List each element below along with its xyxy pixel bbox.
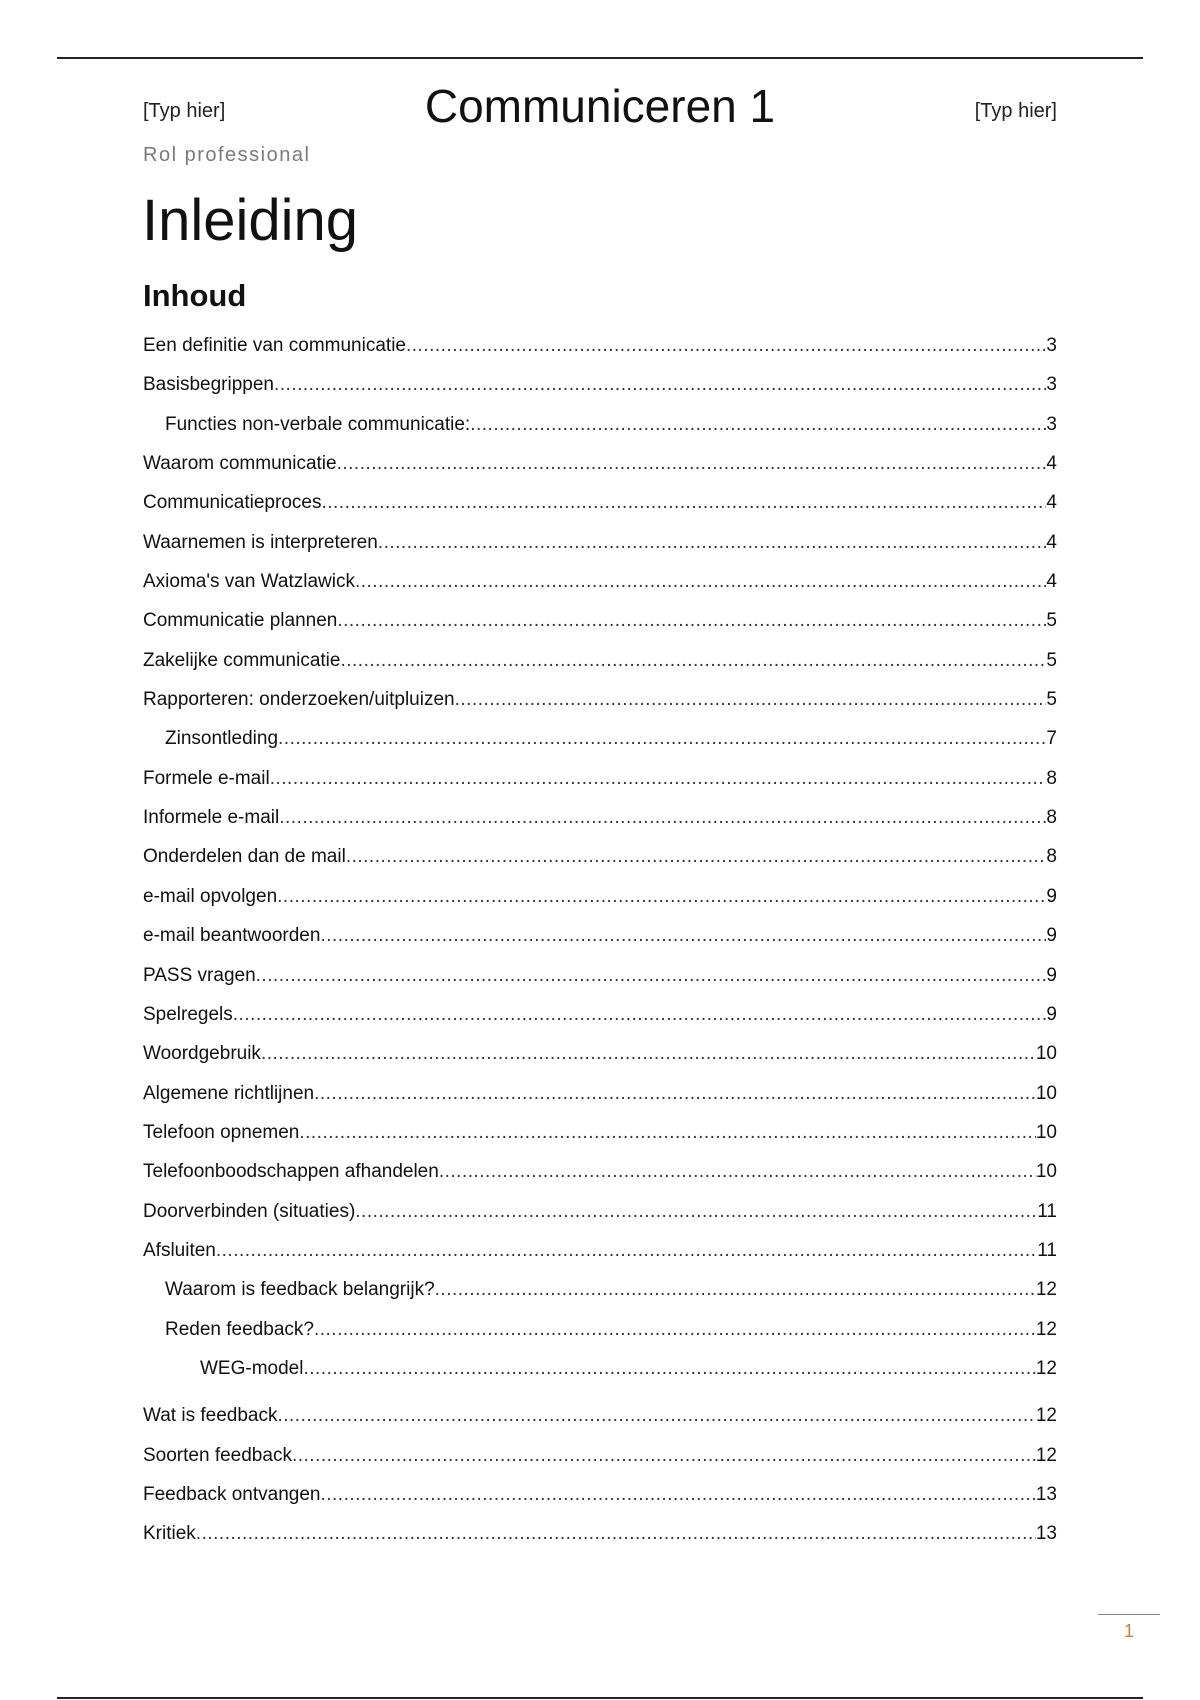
toc-entry-page: 8 [1046, 767, 1057, 789]
toc-entry-page: 11 [1037, 1200, 1057, 1222]
toc-entry-label: Feedback ontvangen [143, 1483, 321, 1505]
page-number: 1 [1123, 1621, 1134, 1641]
toc-entry[interactable] [143, 686, 1057, 714]
toc-entry-page: 10 [1035, 1082, 1057, 1104]
section-heading: Inleiding [142, 188, 359, 253]
toc-dot-leader [278, 725, 1046, 753]
toc-entry[interactable] [143, 1237, 1057, 1265]
toc-entry-page: 12 [1035, 1405, 1057, 1427]
toc-entry-label: Spelregels [143, 1003, 233, 1025]
toc-entry-page: 13 [1035, 1523, 1057, 1545]
toc-entry-page: 9 [1046, 925, 1057, 947]
toc-dot-leader [320, 922, 1046, 950]
toc-entry-page: 11 [1037, 1239, 1057, 1261]
toc-entry-label: e-mail beantwoorden [143, 925, 321, 947]
toc-entry[interactable] [143, 607, 1057, 635]
toc-entry-page: 7 [1046, 728, 1057, 750]
toc-dot-leader [321, 489, 1046, 517]
toc-entry[interactable] [143, 411, 1057, 439]
toc-entry-label: Functies non-verbale communicatie: [165, 413, 471, 435]
toc-entry-label: Communicatie plannen [143, 610, 338, 632]
toc-entry[interactable] [143, 765, 1057, 793]
toc-entry-page: 12 [1035, 1444, 1057, 1466]
toc-entry[interactable] [143, 450, 1057, 478]
toc-dot-leader [303, 1355, 1035, 1383]
toc-dot-leader [337, 607, 1046, 635]
toc-entry-page: 8 [1046, 807, 1057, 829]
toc-entry-page: 3 [1046, 374, 1057, 396]
toc-entry-page: 9 [1046, 964, 1057, 986]
toc-entry-page: 10 [1035, 1121, 1057, 1143]
toc-entry-page: 12 [1035, 1318, 1057, 1340]
toc-entry-label: Afsluiten [143, 1239, 216, 1261]
toc-entry[interactable] [143, 883, 1057, 911]
toc-entry-page: 12 [1035, 1279, 1057, 1301]
toc-dot-leader [355, 568, 1046, 596]
toc-entry-label: Doorverbinden (situaties) [143, 1200, 356, 1222]
page-bottom-border [57, 1697, 1143, 1699]
toc-entry-label: e-mail opvolgen [143, 885, 278, 907]
toc-entry[interactable] [143, 529, 1057, 557]
toc-dot-leader [346, 843, 1047, 871]
toc-entry[interactable] [143, 1158, 1057, 1186]
page-top-border [57, 57, 1143, 59]
toc-entry[interactable] [143, 1198, 1057, 1226]
toc-dot-leader [455, 686, 1047, 714]
toc-entry-page: 4 [1046, 571, 1057, 593]
toc-entry-label: Informele e-mail [143, 807, 280, 829]
toc-entry-label: Waarnemen is interpreteren [143, 531, 378, 553]
toc-entry-label: Zakelijke communicatie [143, 649, 341, 671]
document-subtitle: Rol professional [143, 144, 311, 166]
toc-entry-label: Wat is feedback [143, 1405, 278, 1427]
toc-entry-label: Waarom communicatie [143, 453, 337, 475]
toc-dot-leader [274, 371, 1046, 399]
toc-entry-page: 13 [1035, 1483, 1057, 1505]
toc-dot-leader [279, 804, 1046, 832]
toc-entry[interactable] [143, 843, 1057, 871]
toc-dot-leader [406, 332, 1046, 360]
toc-dot-leader [196, 1520, 1036, 1548]
toc-entry[interactable] [143, 1080, 1057, 1108]
toc-entry[interactable] [143, 1316, 1057, 1344]
toc-dot-leader [337, 450, 1047, 478]
toc-entry-label: Telefoon opnemen [143, 1121, 300, 1143]
toc-entry-page: 5 [1046, 649, 1057, 671]
toc-dot-leader [314, 1316, 1036, 1344]
toc-entry-label: Kritiek [143, 1523, 196, 1545]
document-title: Communiceren 1 [424, 80, 776, 132]
toc-entry-page: 12 [1035, 1357, 1057, 1379]
toc-entry[interactable] [143, 1001, 1057, 1029]
toc-entry-page: 9 [1046, 885, 1057, 907]
toc-dot-leader [261, 1040, 1036, 1068]
toc-dot-leader [435, 1276, 1036, 1304]
toc-dot-leader [256, 962, 1047, 990]
toc-entry[interactable] [143, 371, 1057, 399]
toc-entry[interactable] [143, 568, 1057, 596]
toc-entry-label: Telefoonboodschappen afhandelen [143, 1161, 439, 1183]
toc-dot-leader [233, 1001, 1047, 1029]
toc-entry-page: 4 [1046, 453, 1057, 475]
toc-entry-label: Onderdelen dan de mail [143, 846, 346, 868]
toc-dot-leader [439, 1158, 1036, 1186]
toc-entry-label: Rapporteren: onderzoeken/uitpluizen [143, 689, 455, 711]
toc-entry[interactable] [143, 1481, 1057, 1509]
toc-entry-page: 3 [1046, 335, 1057, 356]
toc-entry-page: 10 [1035, 1043, 1057, 1065]
toc-entry-label: Soorten feedback [143, 1444, 292, 1466]
toc-entry[interactable] [143, 1442, 1057, 1470]
toc-entry-label: Formele e-mail [143, 767, 270, 789]
toc-entry[interactable] [143, 1355, 1057, 1383]
toc-dot-leader [277, 883, 1046, 911]
toc-entry-page: 8 [1046, 846, 1057, 868]
toc-entry[interactable] [143, 1402, 1057, 1430]
toc-entry-label: Algemene richtlijnen [143, 1082, 315, 1104]
toc-entry[interactable] [143, 1520, 1057, 1548]
toc-entry-label: Reden feedback? [165, 1318, 314, 1340]
toc-entry[interactable] [143, 725, 1057, 753]
toc-entry-label: Zinsontleding [165, 728, 279, 750]
toc-entry[interactable] [143, 489, 1057, 517]
toc-dot-leader [299, 1119, 1036, 1147]
toc-entry-page: 4 [1046, 492, 1057, 514]
toc-entry[interactable] [143, 1119, 1057, 1147]
toc-entry[interactable] [143, 332, 1057, 360]
toc-dot-leader [355, 1198, 1037, 1226]
toc-entry-label: Een definitie van communicatie [143, 335, 406, 356]
toc-entry-page: 10 [1035, 1161, 1057, 1183]
toc-dot-leader [277, 1402, 1035, 1430]
toc-entry-page: 3 [1046, 413, 1057, 435]
toc-entry-label: Basisbegrippen [143, 374, 274, 396]
header-placeholder-right[interactable]: [Typ hier] [974, 100, 1057, 122]
toc-dot-leader [292, 1442, 1036, 1470]
toc-dot-leader [470, 411, 1046, 439]
toc-dot-leader [378, 529, 1047, 557]
toc-entry-page: 9 [1046, 1003, 1057, 1025]
toc-entry[interactable] [143, 922, 1057, 950]
toc-entry-label: Axioma's van Watzlawick [143, 571, 355, 593]
toc-entry-label: WEG-model [200, 1357, 304, 1379]
toc-entry[interactable] [143, 804, 1057, 832]
header-placeholder-left[interactable]: [Typ hier] [143, 100, 226, 122]
toc-dot-leader [270, 765, 1047, 793]
toc-entry[interactable] [143, 1276, 1057, 1304]
toc-entry-label: Woordgebruik [143, 1043, 261, 1065]
toc-dot-leader [320, 1481, 1035, 1509]
toc-entry[interactable] [143, 962, 1057, 990]
footer-divider [1098, 1614, 1160, 1615]
toc-entry-label: Communicatieproces [143, 492, 322, 514]
toc-entry[interactable] [143, 1040, 1057, 1068]
toc-dot-leader [340, 647, 1046, 675]
toc-entry[interactable] [143, 647, 1057, 675]
toc-entry-label: PASS vragen [143, 964, 256, 986]
toc-dot-leader [216, 1237, 1037, 1265]
toc-dot-leader [314, 1080, 1036, 1108]
toc-title: Inhoud [143, 278, 247, 313]
toc-entry-page: 4 [1046, 531, 1057, 553]
toc-entry-page: 5 [1046, 610, 1057, 632]
toc-entry-label: Waarom is feedback belangrijk? [165, 1279, 435, 1301]
table-of-contents [143, 332, 1057, 1560]
toc-entry-page: 5 [1046, 689, 1057, 711]
